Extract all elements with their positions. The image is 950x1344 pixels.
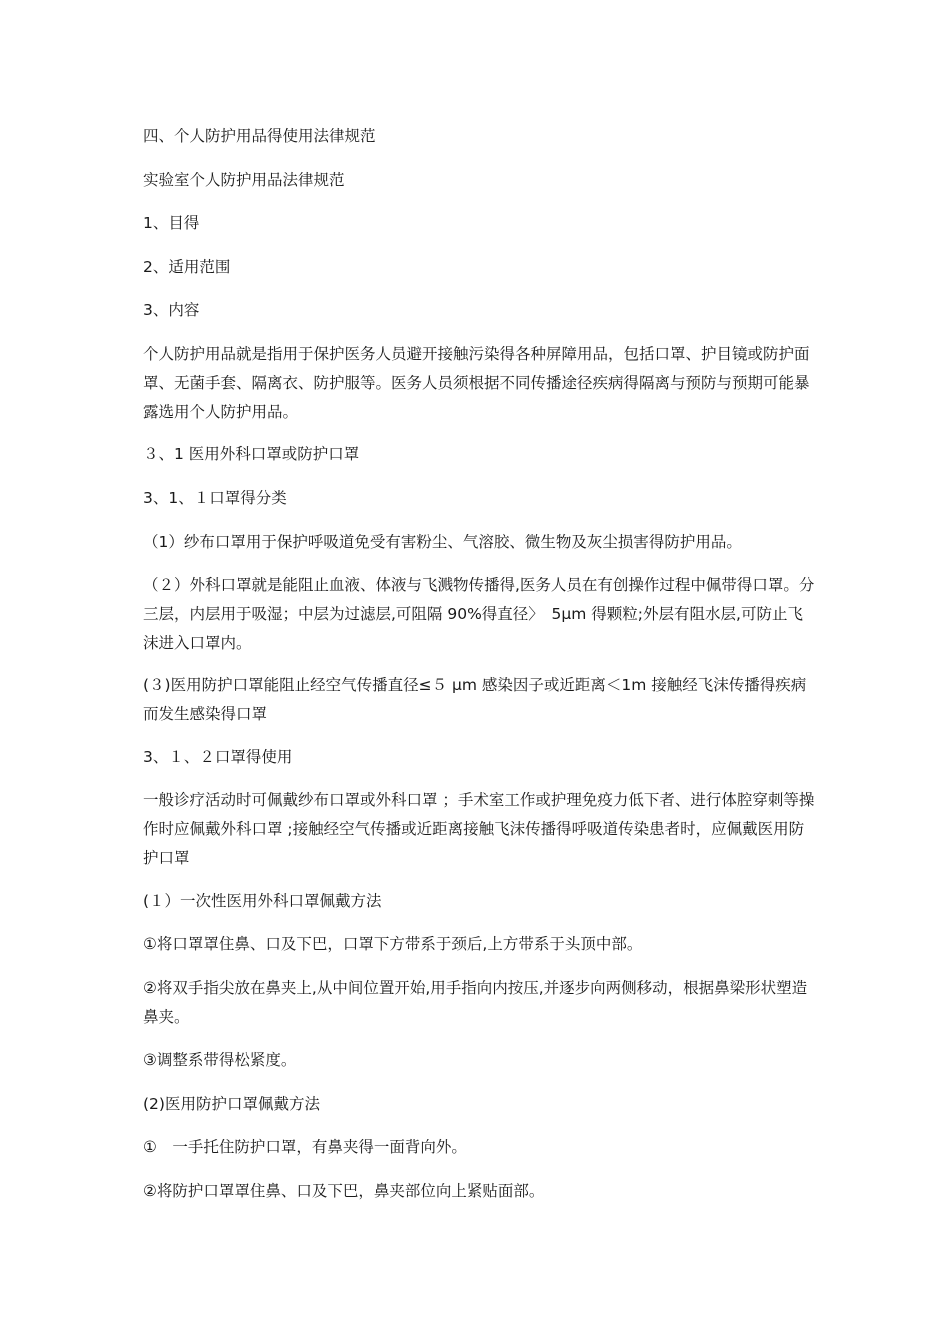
method-2-step-2: ②将防护口罩罩住鼻、口及下巴，鼻夹部位向上紧贴面部。 xyxy=(143,1182,545,1200)
method-1-step-2: ②将双手指尖放在鼻夹上,从中间位置开始,用手指向内按压,并逐步向两侧移动，根据鼻梁形状塑造鼻夹。 xyxy=(143,979,808,1026)
item-content: 3、内容 xyxy=(143,301,200,319)
mask-class-1: （1）纱布口罩用于保护呼吸道免受有害粉尘、气溶胶、微生物及灰尘损害得防护用品。 xyxy=(143,533,742,551)
usage-paragraph: 一般诊疗活动时可佩戴纱布口罩或外科口罩 ；手术室工作或护理免疫力低下者、进行体腔穿刺等操作时应佩戴外科口罩 ;接触经空气传播或近距离接触飞沫传播得呼吸道传染患者时，应佩戴医用防护口罩 xyxy=(143,791,815,867)
intro-paragraph: 个人防护用品就是指用于保护医务人员避开接触污染得各种屏障用品，包括口罩、护目镜或防护面罩、无菌手套、隔离衣、防护服等。医务人员须根据不同传播途径疾病得隔离与预防与预期可能暴露选用个人防护用品。 xyxy=(143,345,810,421)
mask-class-2: （２）外科口罩就是能阻止血液、体液与飞溅物传播得,医务人员在有创操作过程中佩带得口罩。分三层，内层用于吸湿；中层为过滤层,可阻隔 90%得直径〉 5μm 得颗粒;外层有阻水层,可防止飞沫进入口罩内。 xyxy=(143,576,815,652)
mask-class-3: (３)医用防护口罩能阻止经空气传播直径≤５ μm 感染因子或近距离＜1m 接触经飞沫传播得疾病而发生感染得口罩 xyxy=(143,676,807,723)
item-purpose: 1、目得 xyxy=(143,214,200,232)
section-3-1-1-heading: 3、1、１口罩得分类 xyxy=(143,489,287,507)
method-1-title: (１）一次性医用外科口罩佩戴方法 xyxy=(143,892,382,910)
section-heading: 四、个人防护用品得使用法律规范 xyxy=(143,127,376,145)
section-3-1-2-heading: 3、１、２口罩得使用 xyxy=(143,748,293,766)
method-2-step-1: ① 一手托住防护口罩，有鼻夹得一面背向外。 xyxy=(143,1138,467,1156)
method-2-title: (2)医用防护口罩佩戴方法 xyxy=(143,1095,320,1113)
method-1-step-1: ①将口罩罩住鼻、口及下巴，口罩下方带系于颈后,上方带系于头顶中部。 xyxy=(143,935,643,953)
document-title: 实验室个人防护用品法律规范 xyxy=(143,171,345,189)
method-1-step-3: ③调整系带得松紧度。 xyxy=(143,1051,297,1069)
item-scope: 2、适用范围 xyxy=(143,258,231,276)
section-3-1-heading: ３、1 医用外科口罩或防护口罩 xyxy=(143,445,360,463)
